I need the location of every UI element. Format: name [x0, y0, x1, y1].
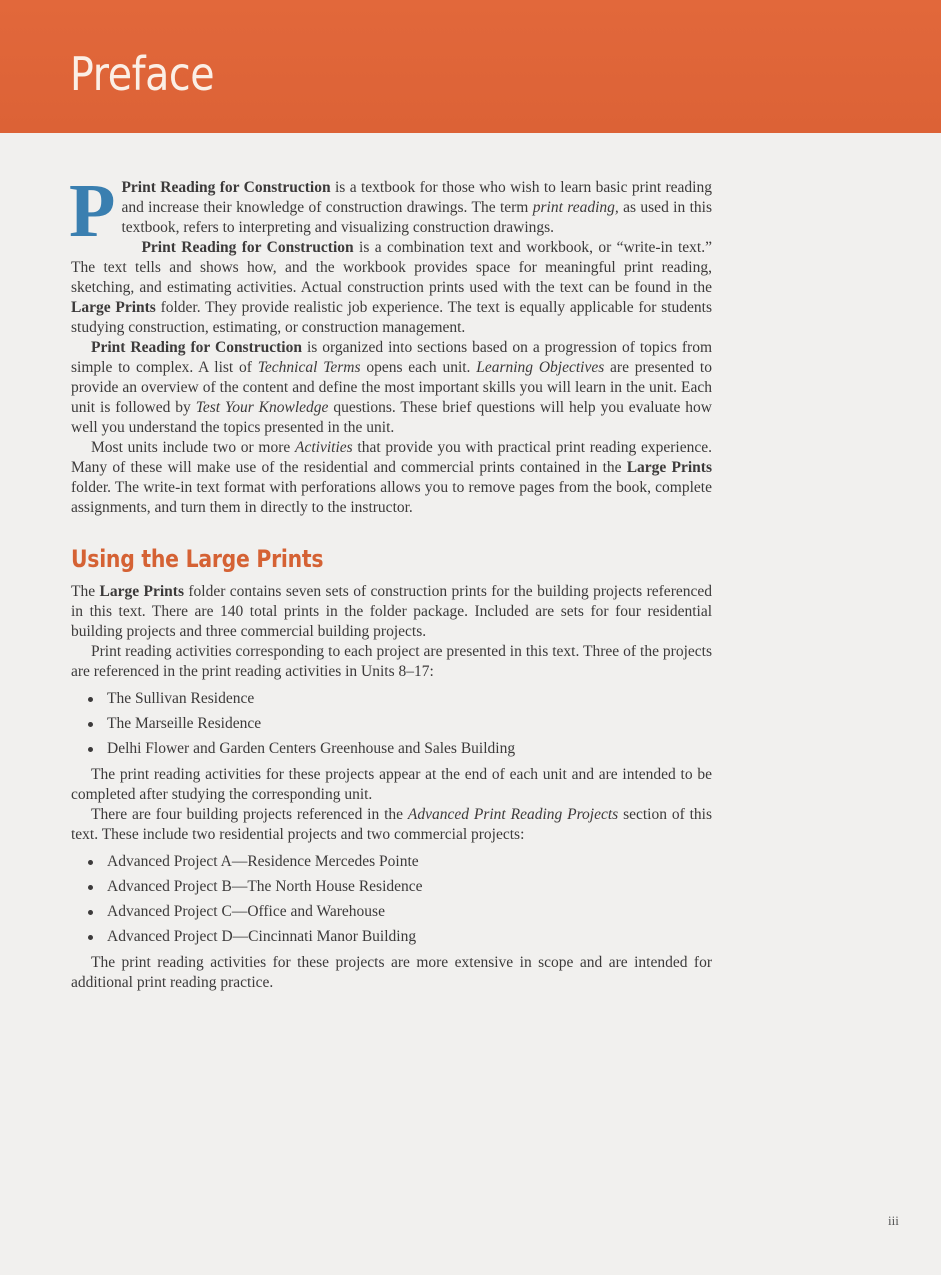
list-item: The Sullivan Residence — [71, 686, 712, 711]
page-body — [69, 169, 713, 993]
project-list — [71, 686, 712, 761]
page-title: Preface — [70, 47, 215, 101]
large-prints-paragraph-3: The print reading activities for these projects appear at the end of each unit and are intended to be completed after studying the corresponding unit. — [71, 766, 712, 803]
list-item: Advanced Project B—The North House Residence — [71, 874, 712, 899]
list-item: Advanced Project A—Residence Mercedes Pointe — [71, 849, 712, 874]
list-item: Delhi Flower and Garden Centers Greenhouse and Sales Building — [71, 736, 712, 761]
intro-paragraph-3: Print Reading for Construction is organized into sections based on a progression of topics from simple to complex. A list of Technical Terms opens each unit. Learning Objectives are presented to provide an overview of the content and define the most important skills you will learn in the unit. Each unit is followed by Test Your Knowledge questions. These brief questions will help you evaluate how well you understand the topics presented in the unit. — [71, 339, 713, 436]
large-prints-paragraph-5: The print reading activities for these projects are more extensive in scope and are intended for additional print reading practice. — [71, 954, 712, 991]
large-prints-paragraph-1: The Large Prints folder contains seven sets of construction prints for the building projects referenced in this text. There are 140 total prints in the folder package. Included are sets for four residential building projects and three commercial building projects. — [71, 583, 712, 640]
large-prints-paragraph-2: Print reading activities corresponding to each project are presented in this text. Three of the projects are referenced in the print reading activities in Units 8–17: — [71, 643, 712, 680]
page-number: iii — [888, 1213, 899, 1228]
list-item: The Marseille Residence — [71, 711, 712, 736]
large-prints-paragraph-4: There are four building projects referenced in the Advanced Print Reading Projects section of this text. These include two residential projects and two commercial projects: — [71, 806, 713, 843]
section-heading-large-prints: Using the Large Prints — [71, 545, 324, 573]
advanced-project-list — [71, 849, 712, 949]
list-item: Advanced Project C—Office and Warehouse — [71, 899, 712, 924]
drop-cap: P — [69, 169, 116, 253]
intro-paragraph-2: Print Reading for Construction is a combination text and workbook, or “write-in text.” The text tells and shows how, and the workbook provides space for meaningful print reading, sketching, and estimating activities. Actual construction prints used with the text can be found in the Large Prints folder. They provide realistic job experience. The text is equally applicable for students studying construction, estimating, or construction management. — [71, 239, 712, 336]
intro-paragraph-4: Most units include two or more Activities that provide you with practical print reading experience. Many of these will make use of the residential and commercial prints contained in the Large Prints folder. The write-in text format with perforations allows you to remove pages from the book, complete assignments, and turn them in directly to the instructor. — [71, 439, 712, 516]
list-item: Advanced Project D—Cincinnati Manor Building — [71, 924, 712, 949]
intro-paragraph-1: P Print Reading for Construction is a textbook for those who wish to learn basic print reading and increase their knowledge of construction drawings. The term print reading, as used in this textbook, refers to interpreting and visualizing construction drawings. — [69, 169, 712, 253]
